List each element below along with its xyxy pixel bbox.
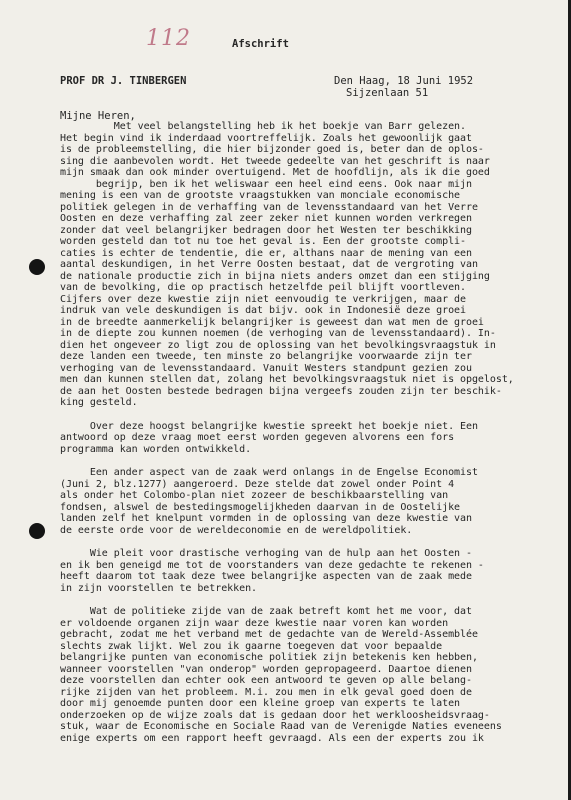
document-title: Afschrift	[232, 38, 289, 50]
paragraph-2: Over deze hoogst belangrijke kwestie spreekt het boekje niet. Een antwoord op deze vraag moet eerst worden gegeven alvorens een fors programma kan worden ontwikkeld.	[60, 420, 478, 455]
letter-body	[60, 121, 538, 744]
paragraph-1: Met veel belangstelling heb ik het boekje van Barr gelezen. Het begin vind ik inderdaad voortreffelijk. Zoals het gewoonlijk gaat is de probleemstelling, die hier bijzonder goed is, beter dan de oplos- sing die aanbevolen wordt. Het tweede gedeelte van het geschrift is naar mijn smaak dan ook minder overtuigend. Met de hoofdlijn, als ik die goed begrijp, ben ik het weliswaar een heel eind eens. Ook naar mijn mening is een van de grootste vraagstukken van monciale economische politiek gelegen in de verhaffing van de levensstandaard van het Verre Oosten en deze verhaffing zal zeer zeker niet kunnen worden verkregen zonder dat veel belangrijker bedragen door het Westen ter beschikking worden gesteld dan tot nu toe het geval is. Een der grootste compli- caties is echter de tendentie, die er, althans naar de mening van een aantal deskundigen, in het Verre Oosten bestaat, dat de vergroting van de nationale productie zich in bijna niets anders omzet dan een stijging van de bevolking, die op practisch hetzelfde peil blijft voortleven. Cijfers over deze kwestie zijn niet eenvoudig te verkrijgen, maar de indruk van vele deskundigen is dat bijv. ook in Indonesië deze groei in de breedte aanmerkelijk belangrijker is geweest dan wat men de groei in de diepte zou kunnen noemen (de verhoging van de levensstandaard). In- dien het ongeveer zo ligt zou de oplossing van het bevolkingsvraagstuk in deze landen een tweede, ten minste zo belangrijke voorwaarde zijn ter verhoging van de levensstandaard. Vanuit Westers standpunt gezien zou men dan kunnen stellen dat, zolang het bevolkingsvraagstuk niet is opgelost, de aan het Oosten bestede bedragen bijna vergeefs zouden zijn ter beschik- king gesteld.	[60, 121, 514, 408]
letter-place-date: Den Haag, 18 Juni 1952	[334, 75, 474, 87]
letter-salutation: Mijne Heren,	[60, 110, 136, 122]
paragraph-3: Een ander aspect van de zaak werd onlangs in de Engelse Economist (Juni 2, blz.1277) aangeroerd. Deze stelde dat zowel onder Point 4 als onder het Colombo-plan niet zozeer de beschikbaarstelling van fondsen, alswel de bestedingsmogelijkheden daarvan in de Oostelijke landen zelf het knelpunt vormden in de oplossing van deze kwestie van de eerste orde voor de wereldeconomie en de wereldpolitiek.	[60, 467, 478, 536]
paragraph-5: Wat de politieke zijde van de zaak betreft komt het me voor, dat er voldoende organen zijn waar deze kwestie naar voren kan worden gebracht, zodat me het verband met de gedachte van de Wereld-Assemblée slechts zwak lijkt. Wel zou ik gaarne toegeven dat voor bepaalde belangrijke punten van economische politiek zijn betekenis ken hebben, wanneer voorstellen "van onderop" worden gepropageerd. Daartoe dienen deze voorstellen dan echter ook een antwoord te geven op alle belang- rijke zijden van het probleem. M.i. zou men in elk geval goed doen de door mij genoemde punten door een kleine groep van experts te laten onderzoeken op de wijze zoals dat is gedaan door het werkloosheidsvraag- stuk, waar de Economische en Sociale Raad van de Verenigde Naties eveneens enige experts om een rapport heeft gevraagd. Als een der experts zou ik	[60, 606, 502, 744]
letter-address: Sijzenlaan 51	[346, 87, 429, 99]
archive-number-annotation: 112	[146, 26, 191, 51]
paragraph-4: Wie pleit voor drastische verhoging van de hulp aan het Oosten - en ik ben geneigd me tot de voorstanders van deze gedachte te rekenen - heeft daarom tot taak deze twee belangrijke aspecten van de zaak mede in zijn voorstellen te betrekken.	[60, 548, 484, 594]
punch-hole-bottom	[29, 523, 45, 539]
letter-author: PROF DR J. TINBERGEN	[60, 75, 187, 87]
punch-hole-top	[29, 259, 45, 275]
